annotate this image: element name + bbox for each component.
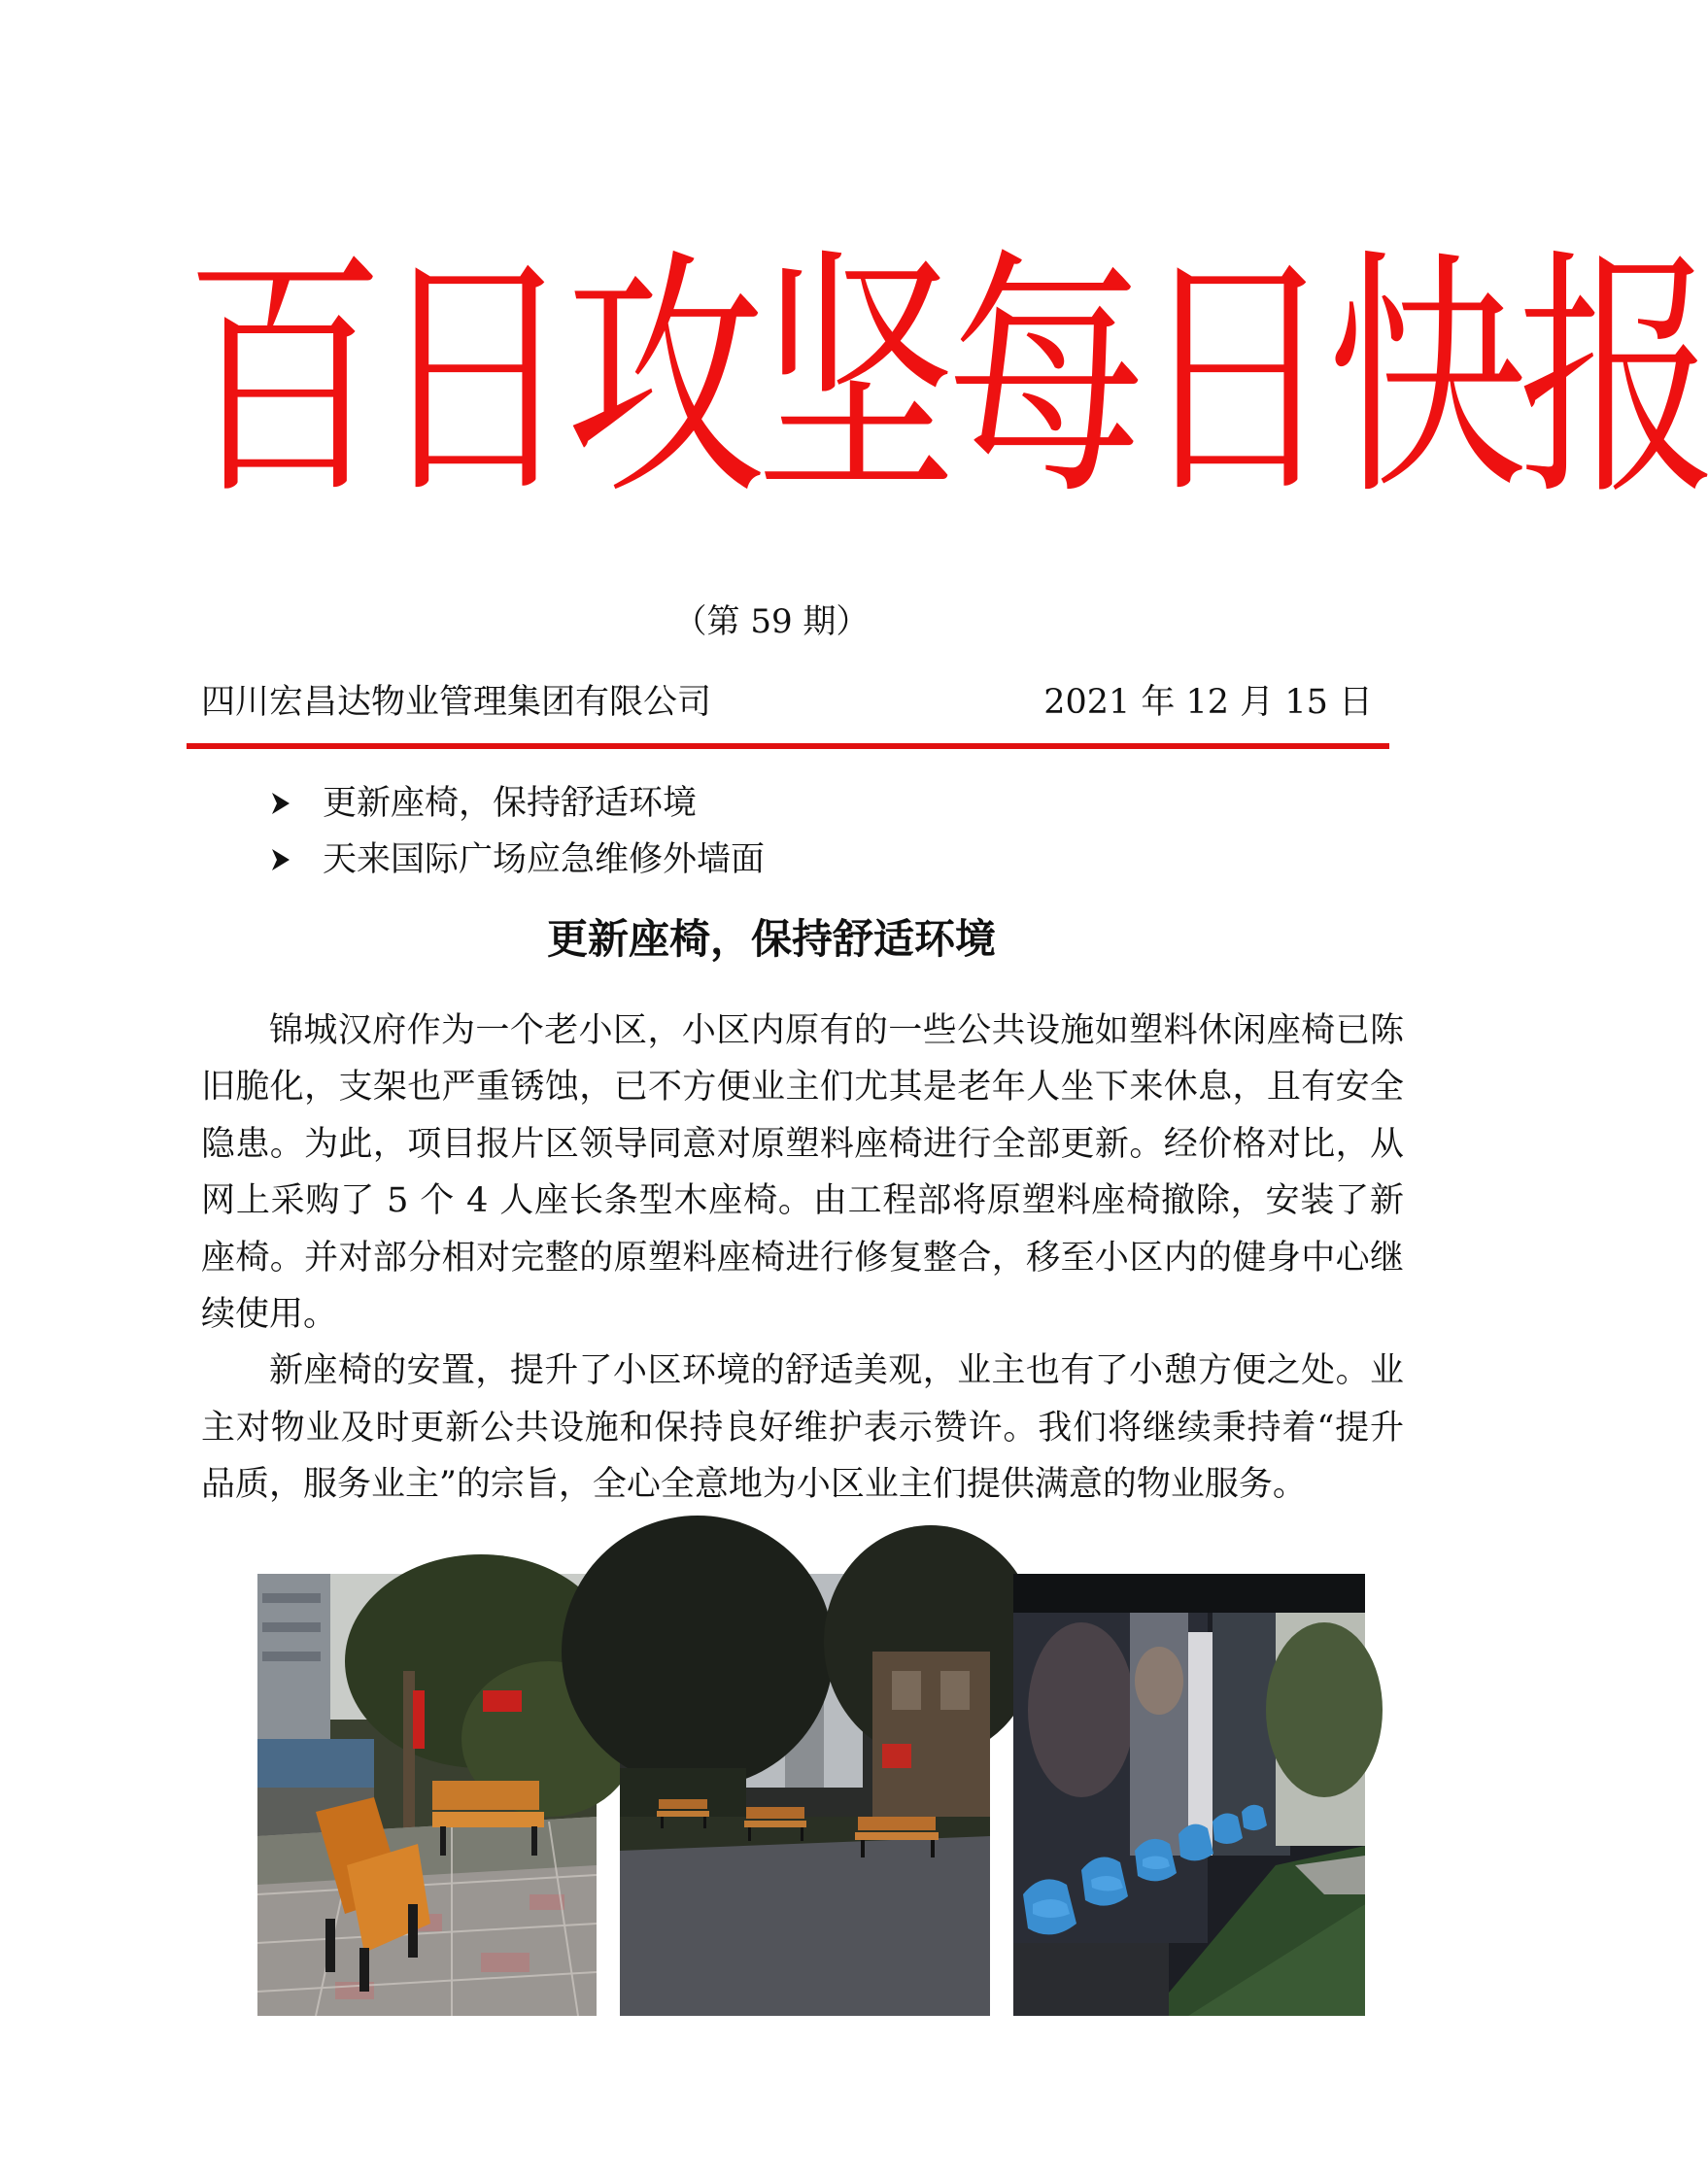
arrow-bullet-icon	[270, 847, 291, 872]
article-title: 更新座椅，保持舒适环境	[546, 915, 996, 963]
article-paragraph: 锦城汉府作为一个老小区，小区内原有的一些公共设施如塑料休闲座椅已陈旧脆化，支架也严重锈蚀，已不方便业主们尤其是老年人坐下来休息，且有安全隐患。为此，项目报片区领导同意对原塑料座椅进行全部更新。经价格对比，从网上采购了 5 个 4 人座长条型木座椅。由工程部将原塑料座椅撤除，安装了新座椅。并对部分相对完整的原塑料座椅进行修复整合，移至小区内的健身中心继续使用。	[201, 1011, 1404, 1335]
toc-item	[270, 775, 765, 832]
masthead-title: 百日攻坚每日快报	[185, 227, 1708, 530]
toc-item	[270, 832, 765, 888]
table-of-contents	[270, 775, 765, 888]
article-paragraph: 新座椅的安置，提升了小区环境的舒适美观，业主也有了小憩方便之处。业主对物业及时更新公共设施和保持良好维护表示赞许。我们将继续秉持着“提升品质，服务业主”的宗旨，全心全意地为小区业主们提供满意的物业服务。	[201, 1351, 1404, 1505]
toc-item-label: 天来国际广场应急维修外墙面	[323, 840, 766, 879]
photo-benches-plaza	[620, 1574, 990, 2016]
organization-name: 四川宏昌达物业管理集团有限公司	[201, 683, 712, 722]
issue-number: （第 59 期）	[673, 602, 870, 641]
publish-date: 2021 年 12 月 15 日	[1043, 683, 1373, 722]
article-body	[201, 1003, 1404, 1514]
photo-strip	[0, 1574, 1543, 2016]
toc-item-label: 更新座椅，保持舒适环境	[323, 784, 698, 823]
photo-blue-seats-fitness-center	[1013, 1574, 1365, 2016]
photo-new-bench-courtyard	[257, 1574, 597, 2016]
arrow-bullet-icon	[270, 791, 291, 816]
header-divider	[187, 743, 1389, 749]
header-line	[201, 678, 1373, 727]
